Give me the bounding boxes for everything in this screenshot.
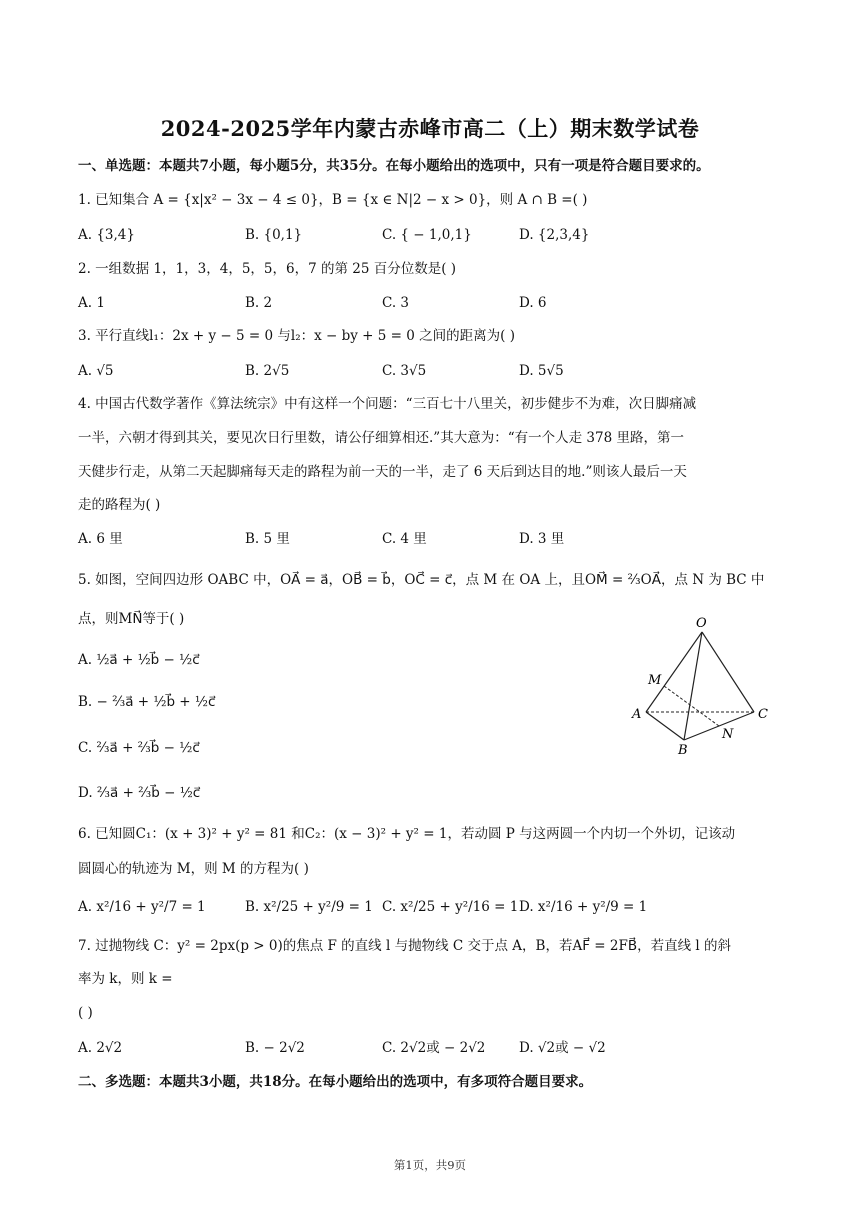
label-C: C (758, 707, 768, 722)
label-A: A (632, 707, 642, 722)
q4-option-c: C. 4 里 (382, 531, 427, 547)
q2-option-a: A. 1 (78, 295, 105, 311)
q5-stem-line-2: 点，则MN⃗等于( ) (78, 611, 185, 627)
q3-stem: 3. 平行直线l₁：2x + y − 5 = 0 与l₂：x − by + 5 = 0 之间的距离为( ) (78, 328, 515, 344)
tetrahedron-figure (628, 612, 788, 760)
q7-stem-line-2: 率为 k，则 k = (78, 971, 173, 987)
q7-option-d: D. √2或 − √2 (519, 1040, 606, 1056)
q4-stem-line-4: 走的路程为( ) (78, 497, 161, 513)
label-M: M (648, 673, 662, 688)
page-title: 2024-2025学年内蒙古赤峰市高二（上）期末数学试卷 (160, 116, 700, 141)
q3-option-d: D. 5√5 (519, 363, 564, 379)
q6-option-d: D. x²/16 + y²/9 = 1 (519, 899, 648, 915)
q3-option-b: B. 2√5 (245, 363, 290, 379)
q6-option-c: C. x²/25 + y²/16 = 1 (382, 899, 519, 915)
q4-option-b: B. 5 里 (245, 531, 290, 547)
label-O: O (696, 616, 707, 631)
q4-option-d: D. 3 里 (519, 531, 565, 547)
q7-option-b: B. − 2√2 (245, 1040, 305, 1056)
q1-stem: 1. 已知集合 A = {x|x² − 3x − 4 ≤ 0}，B = {x ∈ N|2 − x > 0}，则 A ∩ B =( ) (78, 192, 588, 208)
q6-option-a: A. x²/16 + y²/7 = 1 (78, 899, 206, 915)
q5-option-b: B. − ⅔a⃗ + ½b⃗ + ½c⃗ (78, 694, 216, 710)
q5-option-c: C. ⅔a⃗ + ⅔b⃗ − ½c⃗ (78, 740, 200, 756)
q1-option-a: A. {3,4} (78, 227, 135, 243)
label-N: N (722, 727, 734, 742)
q1-option-b: B. {0,1} (245, 227, 303, 243)
q6-stem-line-2: 圆圆心的轨迹为 M，则 M 的方程为( ) (78, 861, 309, 877)
q2-option-b: B. 2 (245, 295, 273, 311)
q7-option-a: A. 2√2 (78, 1040, 123, 1056)
q4-stem-line-3: 天健步行走，从第二天起脚痛每天走的路程为前一天的一半，走了 6 天后到达目的地.”则该人最后一天 (78, 464, 687, 480)
q3-option-a: A. √5 (78, 363, 114, 379)
q4-option-a: A. 6 里 (78, 531, 123, 547)
q4-stem-line-1: 4. 中国古代数学著作《算法统宗》中有这样一个问题：“三百七十八里关，初步健步不为难，次日脚痛减 (78, 396, 697, 412)
q1-option-c: C. { − 1,0,1} (382, 227, 472, 243)
q1-option-d: D. {2,3,4} (519, 227, 590, 243)
q6-stem-line-1: 6. 已知圆C₁：(x + 3)² + y² = 81 和C₂：(x − 3)² + y² = 1，若动圆 P 与这两圆一个内切一个外切，记该动 (78, 826, 736, 842)
page-footer: 第1页，共9页 (393, 1158, 467, 1172)
q7-stem-line-3: ( ) (78, 1005, 93, 1021)
q5-stem-line-1: 5. 如图，空间四边形 OABC 中，OA⃗ = a⃗，OB⃗ = b⃗，OC⃗ = c⃗，点 M 在 OA 上，且OM⃗ = ⅔OA⃗，点 N 为 BC 中 (78, 572, 765, 588)
q5-option-d: D. ⅔a⃗ + ⅔b⃗ − ½c⃗ (78, 785, 201, 801)
label-B: B (678, 743, 688, 758)
q3-option-c: C. 3√5 (382, 363, 427, 379)
q6-option-b: B. x²/25 + y²/9 = 1 (245, 899, 373, 915)
q7-stem-line-1: 7. 过抛物线 C：y² = 2px(p > 0)的焦点 F 的直线 l 与抛物线 C 交于点 A，B，若AF⃗ = 2FB⃗，若直线 l 的斜 (78, 938, 731, 954)
q2-option-c: C. 3 (382, 295, 410, 311)
q2-stem: 2. 一组数据 1，1，3，4，5，5，6，7 的第 25 百分位数是( ) (78, 261, 457, 277)
q2-option-d: D. 6 (519, 295, 547, 311)
q7-option-c: C. 2√2或 − 2√2 (382, 1040, 486, 1056)
section-1-heading: 一、单选题：本题共7小题，每小题5分，共35分。在每小题给出的选项中，只有一项是符合题目要求的。 (78, 158, 710, 174)
q4-stem-line-2: 一半，六朝才得到其关，要见次日行里数，请公仔细算相还.”其大意为：“有一个人走 378 里路，第一 (78, 430, 684, 446)
q5-option-a: A. ½a⃗ + ½b⃗ − ½c⃗ (78, 652, 200, 668)
section-2-heading: 二、多选题：本题共3小题，共18分。在每小题给出的选项中，有多项符合题目要求。 (78, 1074, 593, 1090)
